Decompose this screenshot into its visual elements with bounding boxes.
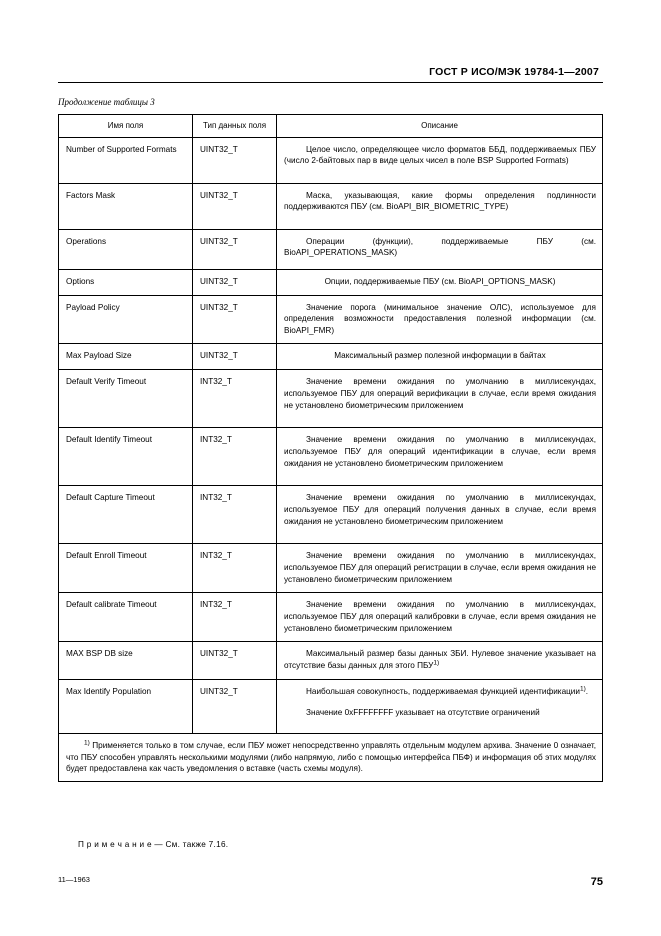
- field-type: UINT32_T: [193, 295, 277, 344]
- field-description-text: Значение времени ожидания по умолчанию в миллисекундах, используемое ПБУ для операций калибровки в случае, если время ожидания не установлено биометрическим приложением: [284, 599, 596, 633]
- field-description: [277, 486, 603, 544]
- footnote-marker: 1): [84, 738, 90, 746]
- field-description: [277, 137, 603, 183]
- field-description-text: Максимальный размер базы данных ЗБИ. Нулевое значение указывает на отсутствие базы данных для этого ПБУ: [284, 648, 596, 670]
- field-type: UINT32_T: [193, 137, 277, 183]
- field-name: Max Payload Size: [59, 344, 193, 370]
- field-description: [277, 183, 603, 229]
- field-name: Operations: [59, 229, 193, 269]
- field-type: UINT32_T: [193, 269, 277, 295]
- field-name: Default Capture Timeout: [59, 486, 193, 544]
- table-header-row: [59, 115, 603, 138]
- page-number: 75: [590, 876, 603, 888]
- field-description-text: Наибольшая совокупность, поддерживаемая функцией идентификации: [306, 686, 580, 696]
- field-description: Опции, поддерживаемые ПБУ (см. BioAPI_OPTIONS_MASK): [277, 269, 603, 295]
- field-description: [277, 592, 603, 641]
- field-description: [277, 544, 603, 593]
- field-type: UINT32_T: [193, 344, 277, 370]
- footnote-text: Применяется только в том случае, если ПБУ может непосредственно управлять отдельным модулем архива. Значение 0 означает, что ПБУ способен управлять несколькими модулями (либо напрямую, либо с помощью интерфейса ПБФ) и информация об этих модулях будет предоставлена как часть уведомления о вставке (часть схемы модуля).: [66, 740, 596, 774]
- field-type: UINT32_T: [193, 183, 277, 229]
- table-row: [59, 137, 603, 183]
- field-description-text: Целое число, определяющее число форматов ББД, поддерживаемых ПБУ (число 2-байтовых пар в виде целых чисел в поле BSP Supported Formats): [284, 144, 596, 166]
- field-description-text: Значение времени ожидания по умолчанию в миллисекундах, используемое ПБУ для операций верификации в случае, если время ожидания не установлено биометрическим приложением: [284, 377, 596, 411]
- field-description: [277, 428, 603, 486]
- field-name: Default Identify Timeout: [59, 428, 193, 486]
- field-name: Default Verify Timeout: [59, 370, 193, 428]
- field-name: MAX BSP DB size: [59, 641, 193, 679]
- fields-table: [58, 114, 603, 782]
- field-description: [277, 295, 603, 344]
- field-description: [277, 370, 603, 428]
- table-row: [59, 344, 603, 370]
- field-name: Default Enroll Timeout: [59, 544, 193, 593]
- table-remark: П р и м е ч а н и е — См. также 7.16.: [78, 840, 229, 849]
- field-description-text: Значение порога (минимальное значение ОЛС), используемое для определения возможности предоставления полезной информации (см. BioAPI_FMR): [284, 302, 596, 336]
- field-name: Factors Mask: [59, 183, 193, 229]
- field-description-text: Значение времени ожидания по умолчанию в миллисекундах, используемое ПБУ для операций регистрации в случае, если время ожидания не установлено биометрическим приложением: [284, 551, 596, 585]
- table-row: [59, 641, 603, 679]
- field-description-text: Операции (функции), поддерживаемые ПБУ (см. BioAPI_OPERATIONS_MASK): [284, 236, 596, 258]
- table-footnote: [59, 733, 603, 782]
- field-type: INT32_T: [193, 486, 277, 544]
- field-type: INT32_T: [193, 370, 277, 428]
- field-name: Default calibrate Timeout: [59, 592, 193, 641]
- field-type: UINT32_T: [193, 229, 277, 269]
- footnote-marker: 1): [433, 658, 440, 666]
- field-name: Payload Policy: [59, 295, 193, 344]
- table-row: [59, 183, 603, 229]
- table-row: [59, 295, 603, 344]
- field-description-text: Значение времени ожидания по умолчанию в миллисекундах, используемое ПБУ для операций идентификации в случае, если время ожидания не установлено биометрическим приложением: [284, 435, 596, 469]
- table-row: [59, 269, 603, 295]
- field-description: [277, 229, 603, 269]
- table-row: [59, 428, 603, 486]
- table-footnote-row: [59, 733, 603, 782]
- footer-signature: 11—1963: [58, 875, 90, 884]
- field-name: Number of Supported Formats: [59, 137, 193, 183]
- field-type: UINT32_T: [193, 641, 277, 679]
- table-row: [59, 544, 603, 593]
- field-type: INT32_T: [193, 544, 277, 593]
- field-description-text: Маска, указывающая, какие формы определения подлинности поддерживаются ПБУ (см. BioAPI_BIR_BIOMETRIC_TYPE): [284, 190, 596, 212]
- field-description: Максимальный размер полезной информации в байтах: [277, 344, 603, 370]
- footnote-marker: 1): [579, 684, 586, 692]
- field-description: Наибольшая совокупность, поддерживаемая функцией идентификации$^{1)}$. Значение 0xFFFFFFFF указывает на отсутствие ограничений: [277, 679, 603, 733]
- table-row: [59, 679, 603, 733]
- table-row: [59, 486, 603, 544]
- table-row: [59, 592, 603, 641]
- page-header-standard: ГОСТ Р ИСО/МЭК 19784-1—2007: [429, 66, 599, 78]
- field-name: Max Identify Population: [59, 679, 193, 733]
- table-continuation-caption: Продолжение таблицы 3: [58, 97, 155, 107]
- column-header-name: Имя поля: [59, 115, 193, 138]
- field-type: INT32_T: [193, 428, 277, 486]
- header-divider: [58, 82, 603, 83]
- table-row: [59, 229, 603, 269]
- column-header-description: Описание: [277, 115, 603, 138]
- field-type: INT32_T: [193, 592, 277, 641]
- field-description-text: Значение времени ожидания по умолчанию в миллисекундах, используемое ПБУ для операций получения данных в случае, если время ожидания не установлено биометрическим приложением: [284, 493, 596, 527]
- field-name: Options: [59, 269, 193, 295]
- field-type: UINT32_T: [193, 679, 277, 733]
- field-description-text-2: Значение 0xFFFFFFFF указывает на отсутствие ограничений: [306, 707, 540, 717]
- table-row: [59, 370, 603, 428]
- column-header-type: Тип данных поля: [193, 115, 277, 138]
- field-description: [277, 641, 603, 679]
